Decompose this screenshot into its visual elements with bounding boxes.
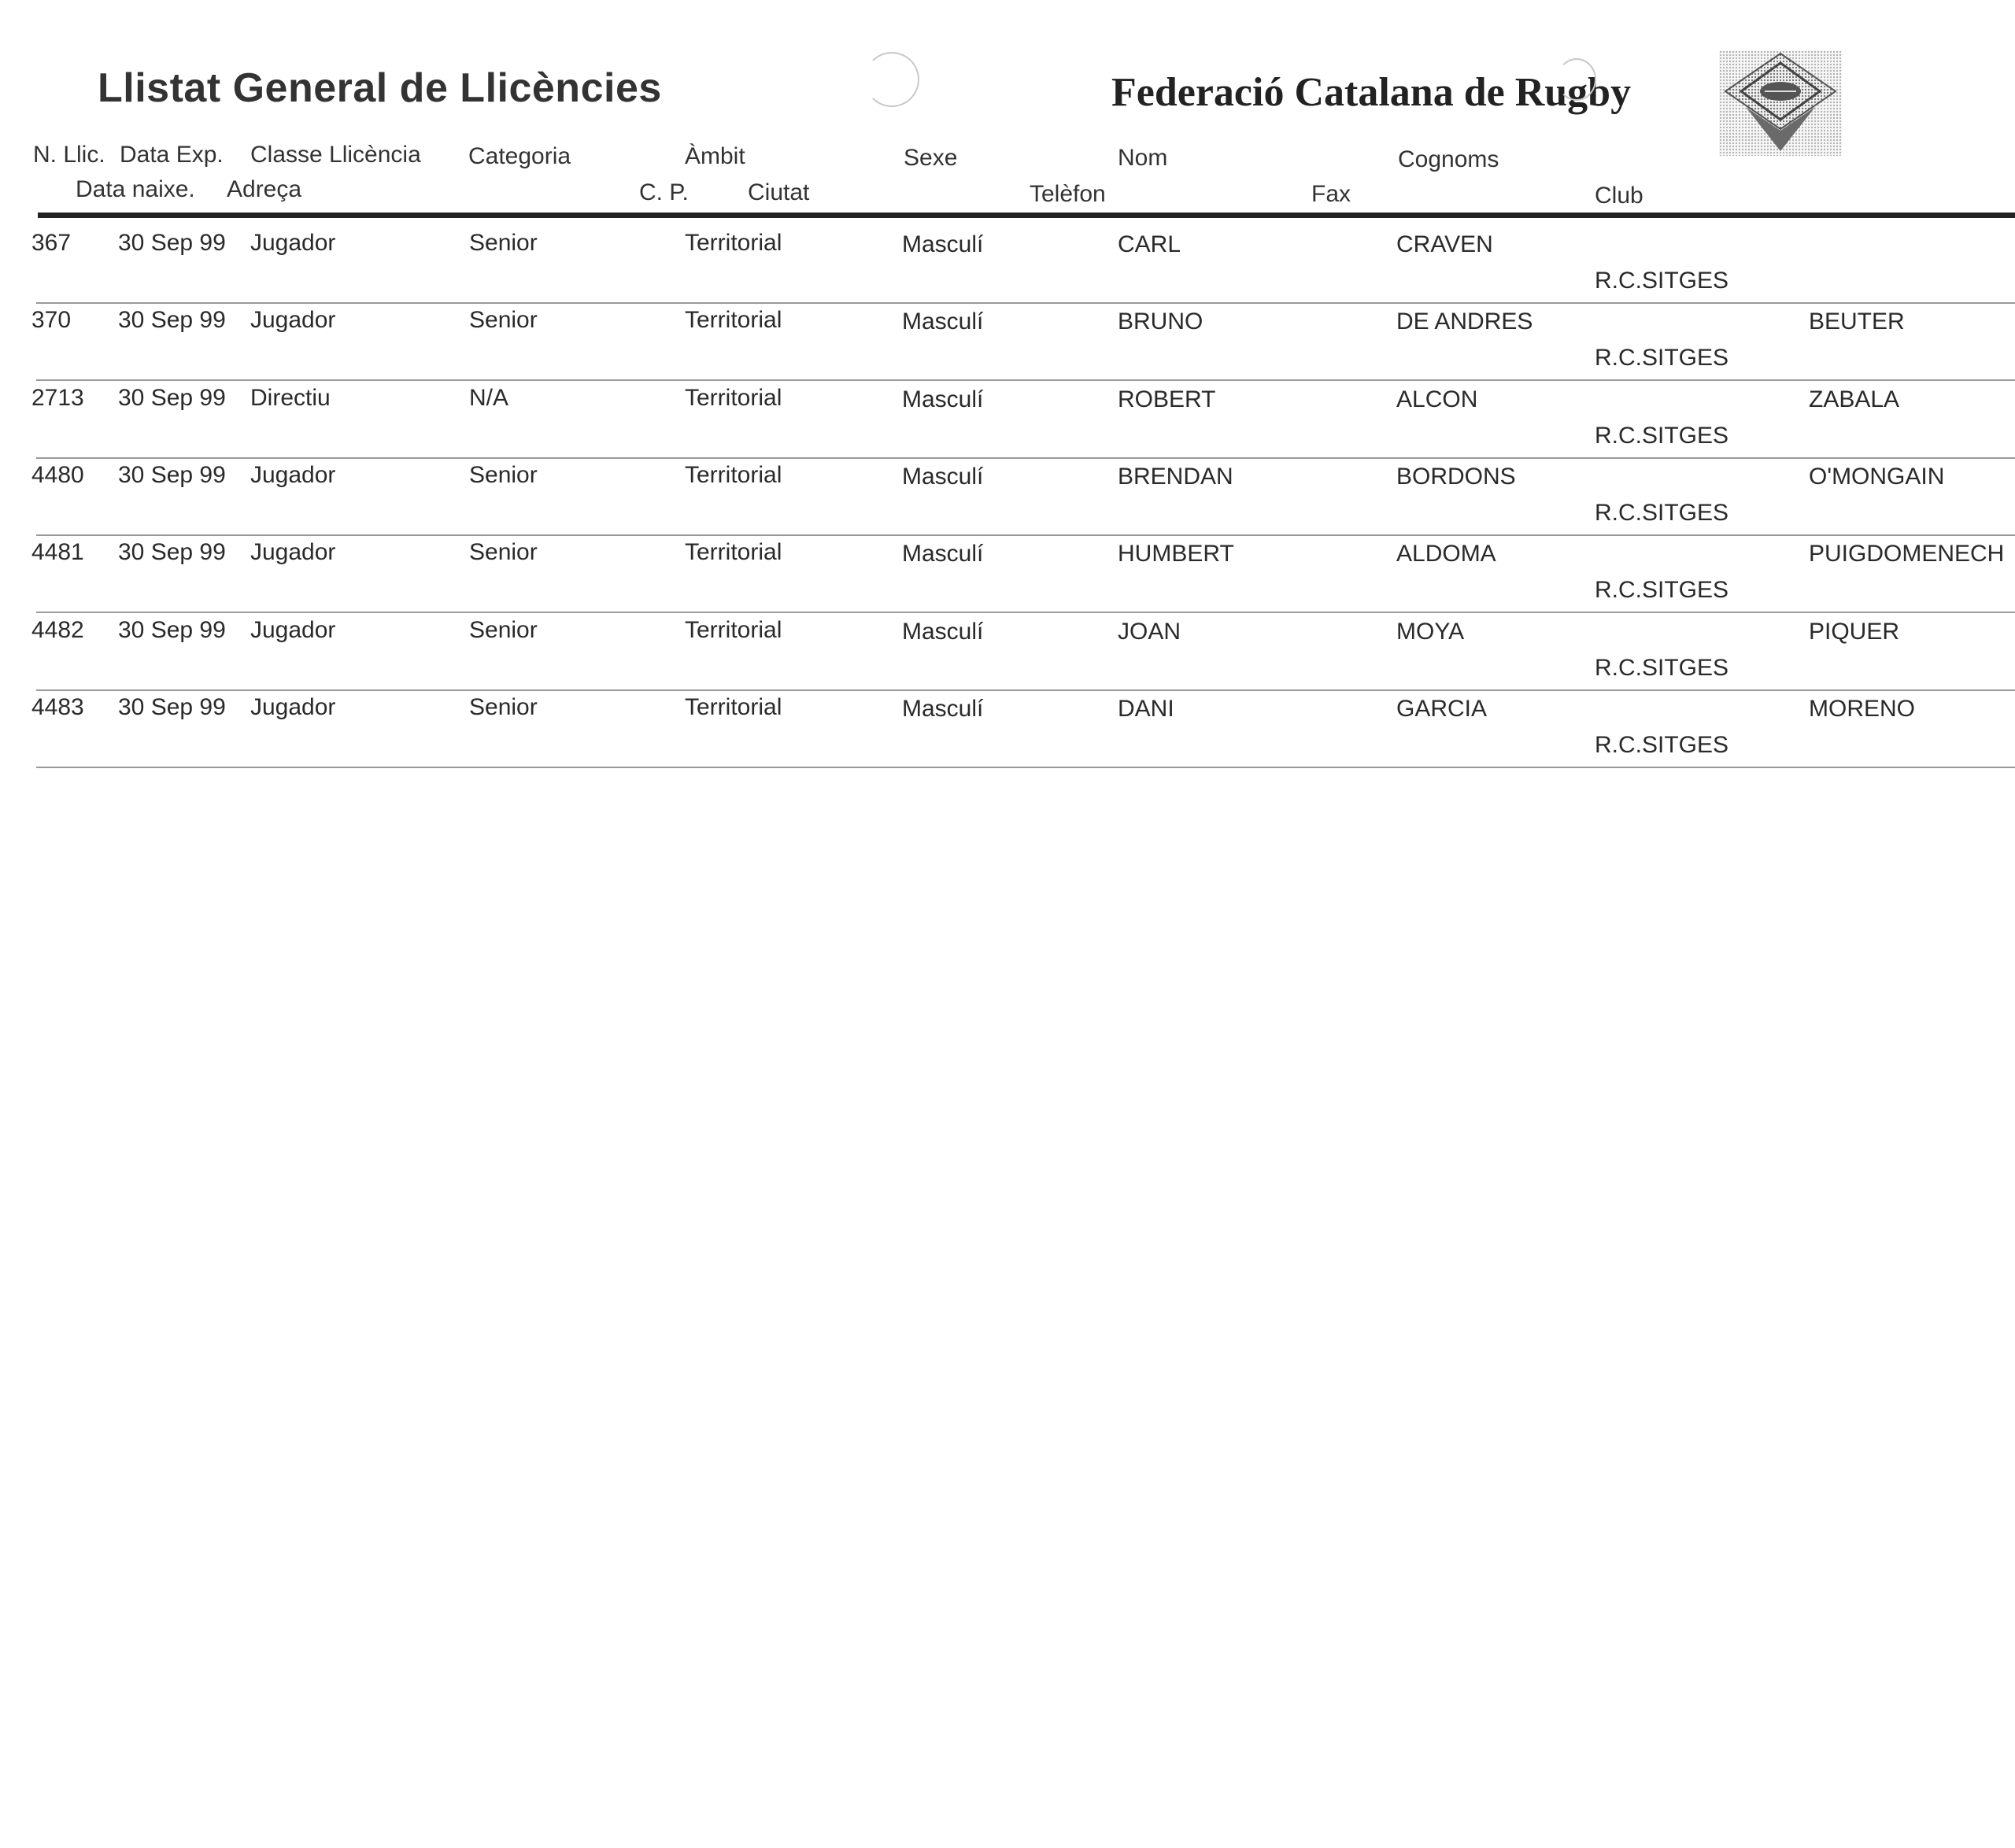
header-adreca: Adreça: [227, 176, 302, 202]
cell-cognom2: ZABALA: [1809, 386, 1900, 412]
cell-classe: Jugador: [250, 693, 336, 720]
cell-cognom2: BEUTER: [1809, 309, 1905, 335]
cell-sexe: Masculí: [902, 463, 984, 490]
cell-nom: JOAN: [1118, 618, 1181, 645]
header-sexe: Sexe: [904, 145, 958, 171]
cell-data-exp: 30 Sep 99: [118, 539, 226, 566]
header-data-exp: Data Exp.: [120, 142, 224, 168]
cell-sexe: Masculí: [902, 541, 984, 567]
cell-nom: BRENDAN: [1118, 463, 1233, 490]
header-ambit: Àmbit: [685, 143, 745, 169]
row-divider: [36, 379, 2015, 381]
cell-categoria: Senior: [469, 307, 538, 334]
header-n-llic: N. Llic.: [33, 142, 105, 168]
cell-cognom1: BORDONS: [1396, 463, 1516, 490]
header-rule: [38, 213, 2015, 218]
page-title: Llistat General de Llicències: [98, 65, 662, 111]
cell-categoria: Senior: [469, 616, 538, 643]
cell-cognom1: DE ANDRES: [1396, 309, 1533, 335]
cell-ambit: Territorial: [685, 230, 782, 256]
punch-hole-right: [1557, 58, 1596, 101]
header-ciutat: Ciutat: [748, 179, 810, 205]
cell-data-exp: 30 Sep 99: [118, 693, 226, 720]
cell-classe: Jugador: [250, 230, 336, 256]
header-data-naixe: Data naixe.: [76, 176, 195, 202]
cell-n-llic: 2713: [31, 384, 84, 411]
header-fax: Fax: [1311, 181, 1351, 207]
cell-ambit: Territorial: [685, 616, 782, 643]
row-divider: [36, 767, 2015, 768]
row-divider: [36, 302, 2015, 304]
cell-cognom2: PIQUER: [1809, 618, 1900, 645]
cell-sexe: Masculí: [902, 231, 984, 257]
cell-classe: Directiu: [250, 384, 331, 411]
cell-sexe: Masculí: [902, 386, 984, 412]
cell-data-exp: 30 Sep 99: [118, 384, 226, 411]
cell-ambit: Territorial: [685, 384, 782, 411]
cell-classe: Jugador: [250, 307, 336, 334]
cell-cognom1: MOYA: [1396, 618, 1465, 645]
cell-categoria: Senior: [469, 539, 538, 566]
cell-cognom1: CRAVEN: [1396, 231, 1493, 257]
cell-n-llic: 4482: [31, 616, 84, 643]
cell-data-exp: 30 Sep 99: [118, 307, 226, 334]
cell-categoria: Senior: [469, 230, 538, 256]
header-cognoms: Cognoms: [1398, 146, 1499, 172]
cell-club: R.C.SITGES: [1595, 654, 1729, 681]
cell-nom: BRUNO: [1118, 309, 1203, 335]
header-nom: Nom: [1118, 145, 1168, 171]
cell-club: R.C.SITGES: [1595, 345, 1729, 371]
row-divider: [36, 689, 2015, 691]
cell-cognom2: MORENO: [1809, 695, 1915, 722]
cell-ambit: Territorial: [685, 461, 782, 488]
cell-nom: CARL: [1118, 231, 1181, 257]
header-categoria: Categoria: [468, 143, 571, 169]
cell-club: R.C.SITGES: [1595, 577, 1729, 604]
cell-club: R.C.SITGES: [1595, 731, 1729, 758]
cell-ambit: Territorial: [685, 307, 782, 334]
cell-classe: Jugador: [250, 616, 336, 643]
cell-cognom1: GARCIA: [1396, 695, 1488, 722]
cell-club: R.C.SITGES: [1595, 268, 1729, 294]
punch-hole-left: [864, 52, 919, 107]
cell-cognom2: PUIGDOMENECH: [1809, 541, 2005, 567]
cell-categoria: Senior: [469, 693, 538, 720]
cell-ambit: Territorial: [685, 693, 782, 720]
header-telefon: Telèfon: [1030, 181, 1106, 207]
cell-nom: HUMBERT: [1118, 541, 1234, 567]
row-divider: [36, 534, 2015, 536]
header-cp: C. P.: [639, 179, 689, 205]
cell-n-llic: 367: [31, 230, 72, 256]
cell-data-exp: 30 Sep 99: [118, 230, 226, 256]
cell-cognom1: ALDOMA: [1396, 541, 1496, 567]
cell-club: R.C.SITGES: [1595, 499, 1729, 526]
cell-nom: ROBERT: [1118, 386, 1216, 412]
header-classe: Classe Llicència: [250, 142, 421, 168]
cell-n-llic: 4483: [31, 693, 84, 720]
row-divider: [36, 457, 2015, 459]
cell-n-llic: 370: [31, 307, 72, 334]
cell-categoria: Senior: [469, 461, 538, 488]
cell-data-exp: 30 Sep 99: [118, 461, 226, 488]
cell-cognom2: O'MONGAIN: [1809, 463, 1945, 490]
cell-n-llic: 4480: [31, 461, 84, 488]
cell-data-exp: 30 Sep 99: [118, 616, 226, 643]
cell-classe: Jugador: [250, 539, 336, 566]
cell-nom: DANI: [1118, 695, 1174, 722]
cell-ambit: Territorial: [685, 539, 782, 566]
cell-categoria: N/A: [469, 384, 509, 411]
federation-name: Federació Catalana de Rugby: [1111, 70, 1632, 115]
cell-sexe: Masculí: [902, 309, 984, 335]
header-club: Club: [1595, 183, 1643, 209]
cell-club: R.C.SITGES: [1595, 422, 1729, 449]
cell-n-llic: 4481: [31, 539, 84, 566]
federation-logo-icon: [1719, 50, 1842, 156]
cell-classe: Jugador: [250, 461, 336, 488]
cell-cognom1: ALCON: [1396, 386, 1478, 412]
cell-sexe: Masculí: [902, 695, 984, 722]
cell-sexe: Masculí: [902, 618, 984, 645]
row-divider: [36, 612, 2015, 613]
